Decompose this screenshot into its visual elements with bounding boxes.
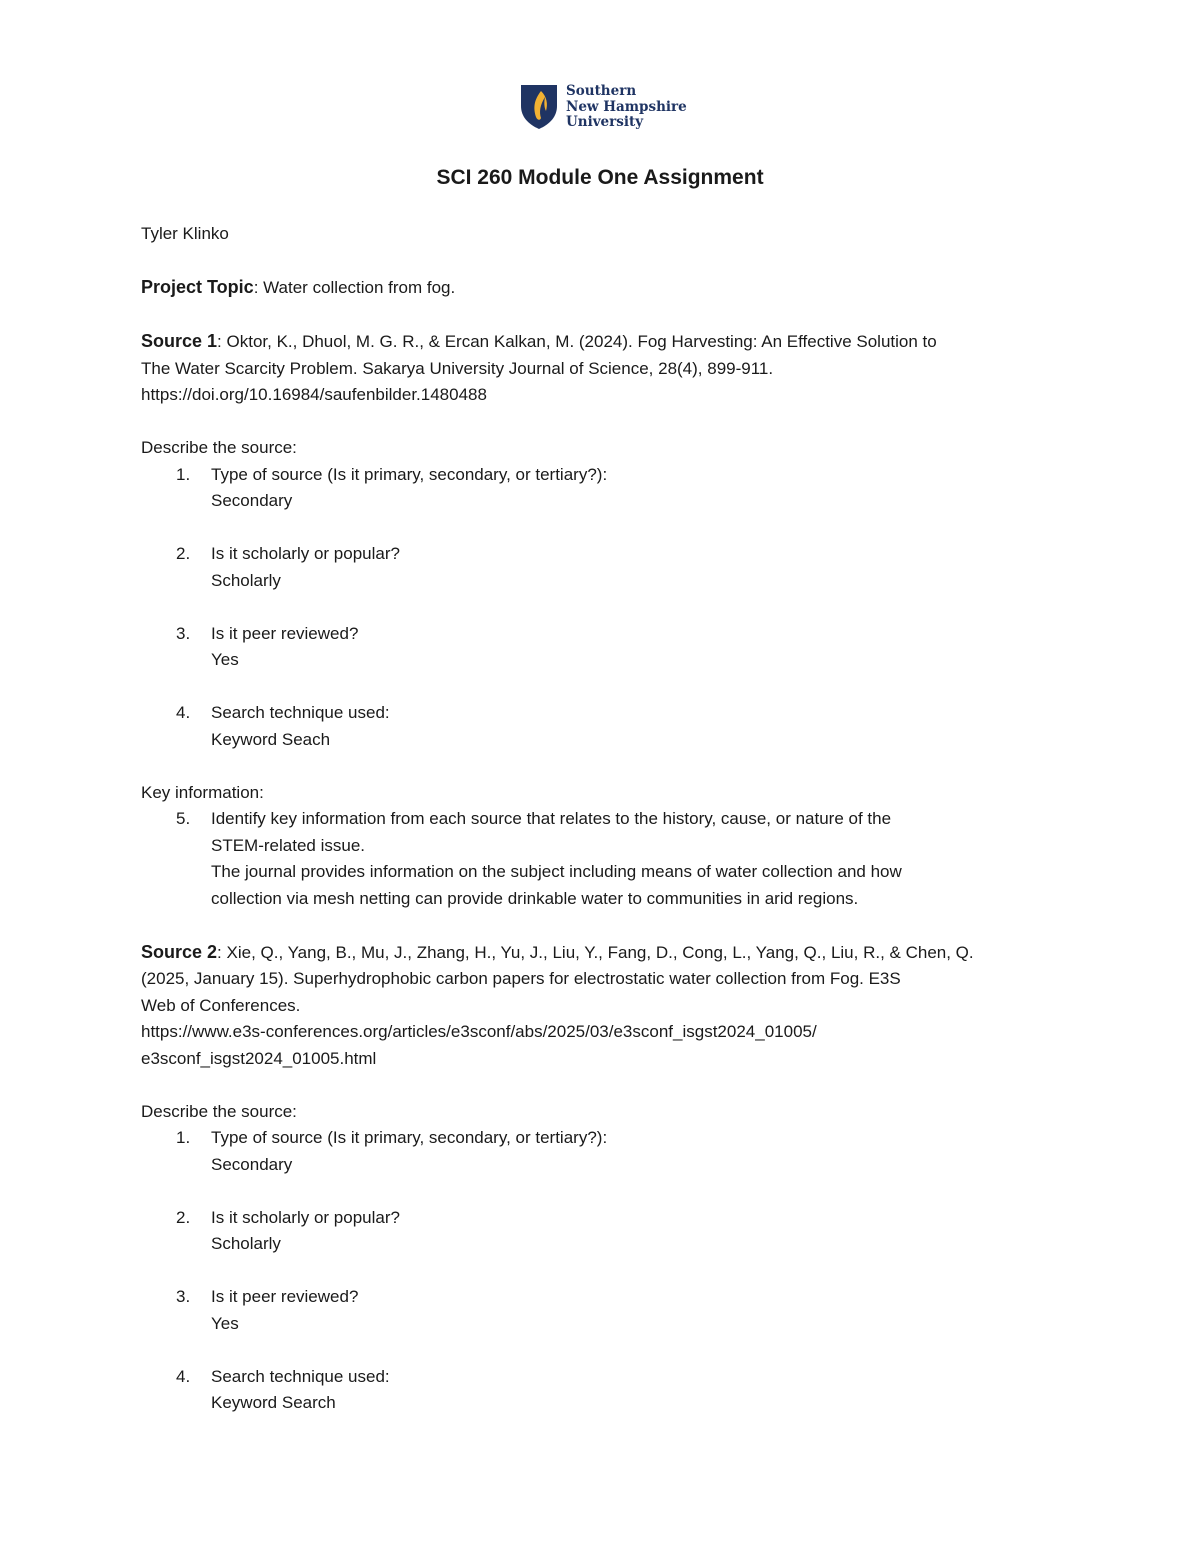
list-item: 4. Search technique used: Keyword Search [141, 1364, 1071, 1417]
answer: Secondary [211, 1154, 293, 1174]
answer: Yes [211, 650, 239, 669]
citation-line: Source 2: Xie, Q., Yang, B., Mu, J., Zhang, H., Yu, J., Liu, Y., Fang, D., Cong, L., Yang, Q., Liu, R., & Chen, Q. [141, 941, 974, 962]
describe-heading: Describe the source: [141, 438, 297, 457]
list-item: 5. Identify key information from each source that relates to the history, cause, or nature of the STEM-related issue. The journal provides information on the subject including means of water collection and how collection via mesh netting can provide drinkable water to communities in arid regions. [141, 806, 1071, 912]
citation-line: (2025, January 15). Superhydrophobic carbon papers for electrostatic water collection from Fog. E3S [141, 969, 901, 988]
source-2-questions [141, 1125, 1071, 1417]
project-topic [141, 274, 1071, 302]
question: Type of source (Is it primary, secondary, or tertiary?): [211, 1128, 608, 1147]
key-question-line: STEM-related issue. [211, 835, 365, 855]
key-answer-line: The journal provides information on the subject including means of water collection and how [211, 862, 902, 881]
key-information-list [141, 806, 1071, 912]
shield-flame-icon [520, 84, 558, 130]
answer: Keyword Search [211, 1393, 336, 1412]
question: Is it peer reviewed? [211, 623, 359, 643]
logo-line-1: Southern [566, 83, 637, 99]
list-item: 2. Is it scholarly or popular? Scholarly [141, 1205, 1071, 1258]
list-item: 4. Search technique used: Keyword Seach [141, 700, 1071, 753]
snhu-logo [520, 84, 687, 131]
project-topic-label: Project Topic [141, 277, 254, 297]
source-2-label: Source 2 [141, 941, 218, 962]
citation-line: The Water Scarcity Problem. Sakarya University Journal of Science, 28(4), 899-911. [141, 358, 774, 378]
key-answer-line: collection via mesh netting can provide drinkable water to communities in arid regions. [211, 888, 859, 908]
url-link[interactable]: https://www.e3s-conferences.org/articles/e3sconf/abs/2025/03/e3sconf_isgst2024_01005/ [141, 1022, 817, 1041]
page-title: SCI 260 Module One Assignment [436, 166, 764, 189]
citation-line: Source 1: Oktor, K., Dhuol, M. G. R., & Ercan Kalkan, M. (2024). Fog Harvesting: An Effective Solution to [141, 331, 937, 351]
logo-line-2: New Hampshire [566, 98, 687, 115]
citation-line: Web of Conferences. [141, 995, 301, 1015]
document-body [141, 221, 1071, 1417]
question: Is it peer reviewed? [211, 1287, 359, 1306]
list-item: 1. Type of source (Is it primary, secondary, or tertiary?): Secondary [141, 1125, 1071, 1178]
source-2-citation [141, 939, 1071, 1073]
url-link[interactable]: e3sconf_isgst2024_01005.html [141, 1048, 377, 1068]
logo-wordmark [566, 84, 687, 131]
key-information-heading: Key information: [141, 782, 264, 802]
source-1-citation [141, 328, 1071, 409]
answer: Scholarly [211, 1234, 281, 1253]
answer: Keyword Seach [211, 729, 331, 749]
question: Is it scholarly or popular? [211, 544, 400, 563]
describe-heading: Describe the source: [141, 1101, 297, 1121]
key-question-line: Identify key information from each source that relates to the history, cause, or nature of the [211, 809, 892, 828]
doi-link[interactable]: https://doi.org/10.16984/saufenbilder.1480488 [141, 385, 487, 404]
list-item: 3. Is it peer reviewed? Yes [141, 1284, 1071, 1337]
question: Search technique used: [211, 1366, 390, 1386]
answer: Scholarly [211, 570, 281, 590]
question: Search technique used: [211, 703, 390, 722]
answer: Secondary [211, 491, 293, 510]
question: Is it scholarly or popular? [211, 1207, 400, 1227]
author-name: Tyler Klinko [141, 224, 229, 243]
source-1-questions [141, 462, 1071, 754]
list-item: 3. Is it peer reviewed? Yes [141, 621, 1071, 674]
question: Type of source (Is it primary, secondary, or tertiary?): [211, 464, 608, 484]
answer: Yes [211, 1313, 239, 1333]
source-1-label: Source 1 [141, 331, 218, 351]
logo-line-3: University [566, 114, 644, 130]
list-item: 2. Is it scholarly or popular? Scholarly [141, 541, 1071, 594]
list-item: 1. Type of source (Is it primary, secondary, or tertiary?): Secondary [141, 462, 1071, 515]
project-topic-value: : Water collection from fog. [253, 278, 456, 297]
